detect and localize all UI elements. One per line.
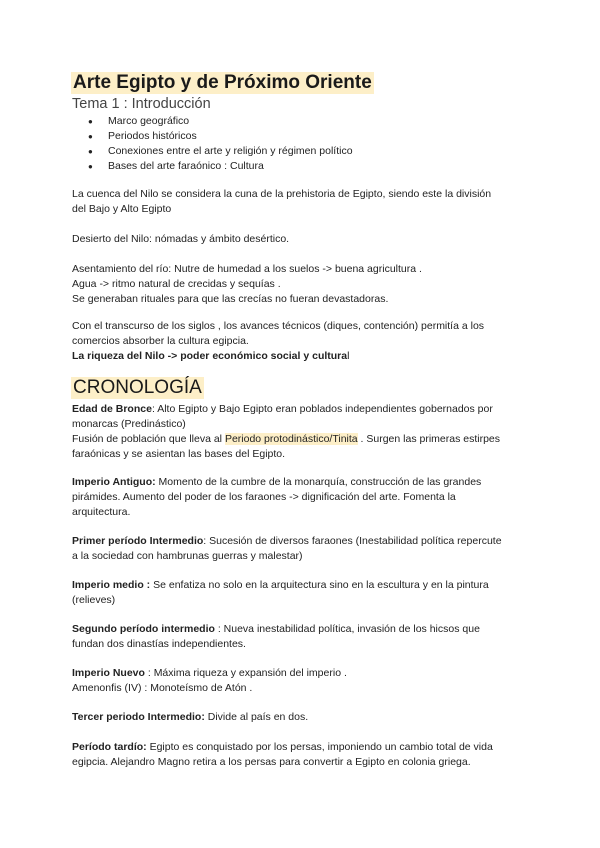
- text-line: [72, 349, 542, 364]
- text-line: [72, 402, 542, 417]
- text-line: arquitectura.: [72, 506, 131, 518]
- text-line: Asentamiento del río: Nutre de humedad a los suelos -> buena agricultura .: [72, 263, 422, 275]
- text-line: pirámides. Aumento del poder de los faraones -> dignificación del arte. Fomenta la: [72, 491, 456, 503]
- document-subtitle: Tema 1 : Introducción: [72, 96, 211, 112]
- text-line: fundan dos dinastías independientes.: [72, 638, 246, 650]
- paragraph-imperio-medio: [72, 578, 542, 608]
- paragraph-imperio-nuevo: [72, 666, 542, 696]
- text-line: del Bajo y Alto Egipto: [72, 203, 172, 215]
- text-line: La cuenca del Nilo se considera la cuna de la prehistoria de Egipto, siendo este la división: [72, 188, 492, 200]
- text-tail: l: [347, 350, 350, 362]
- text-run: : Alto Egipto y Bajo Egipto eran poblados independientes gobernados por: [151, 403, 493, 415]
- text-line: egipcia. Alejandro Magno retira a los persas para convertir a Egipto en colonia griega.: [72, 756, 471, 768]
- text-run: Divide al país en dos.: [204, 711, 309, 723]
- topics-list: [88, 114, 353, 174]
- section-heading-cronologia: CRONOLOGÍA: [73, 377, 202, 398]
- text-line: Con el transcurso de los siglos , los avances técnicos (diques, contención) permitía a los: [72, 320, 485, 332]
- text-line: monarcas (Predinástico): [72, 418, 186, 430]
- bold-label: Período tardío:: [72, 741, 147, 753]
- paragraph-transcurso: [72, 319, 542, 364]
- text-run: : Nueva inestabilidad política, invasión de los hicsos que: [214, 623, 480, 635]
- text-line: faraónicas y se asientan las bases del Egipto.: [72, 448, 286, 460]
- text-line: (relieves): [72, 594, 116, 606]
- list-item: ● Marco geográfico: [88, 114, 353, 129]
- paragraph-tercer-periodo: [72, 710, 542, 725]
- bold-label: Imperio medio :: [72, 579, 151, 591]
- paragraph-edad-bronce: [72, 402, 542, 462]
- highlighted-text: Periodo protodinástico/Tinita: [224, 433, 358, 445]
- bold-label: Imperio Antiguo:: [72, 476, 156, 488]
- paragraph-cuenca: [72, 187, 542, 217]
- paragraph-periodo-tardio: [72, 740, 542, 770]
- paragraph-segundo-periodo: [72, 622, 542, 652]
- paragraph-asentamiento: [72, 262, 542, 307]
- list-item: ● Periodos históricos: [88, 129, 353, 144]
- text-line: [72, 666, 542, 681]
- bold-label: Edad de Bronce: [72, 403, 152, 415]
- document-title: Arte Egipto y de Próximo Oriente: [73, 72, 372, 93]
- list-item: ● Conexiones entre el arte y religión y régimen político: [88, 144, 353, 159]
- text-run: : Sucesión de diversos faraones (Inestabilidad política repercute: [203, 535, 502, 547]
- text-line: [72, 710, 542, 725]
- text-run: Se enfatiza no solo en la arquitectura sino en la escultura y en la pintura: [150, 579, 489, 591]
- bold-label: Segundo período intermedio: [72, 623, 215, 635]
- paragraph-primer-periodo: [72, 534, 542, 564]
- text-line: [72, 475, 542, 490]
- text-line: [72, 534, 542, 549]
- text-line: Amenonfis (IV) : Monoteísmo de Atón .: [72, 682, 253, 694]
- paragraph-desierto: [72, 232, 542, 247]
- text-line: [72, 432, 542, 447]
- text-run: Egipto es conquistado por los persas, imponiendo un cambio total de vida: [146, 741, 493, 753]
- bold-text: La riqueza del Nilo -> poder económico social y cultura: [72, 350, 348, 362]
- bold-label: Tercer periodo Intermedio:: [72, 711, 205, 723]
- text-run: . Surgen las primeras estirpes: [357, 433, 501, 445]
- text-line: Se generaban rituales para que las crecías no fueran devastadoras.: [72, 293, 389, 305]
- bold-label: Primer período Intermedio: [72, 535, 204, 547]
- text-line: [72, 740, 542, 755]
- paragraph-imperio-antiguo: [72, 475, 542, 520]
- text-run: Momento de la cumbre de la monarquía, construcción de las grandes: [155, 476, 482, 488]
- text-run: Fusión de población que lleva al: [72, 433, 225, 445]
- text-line: [72, 578, 542, 593]
- text-run: : Máxima riqueza y expansión del imperio .: [144, 667, 347, 679]
- text-line: Agua -> ritmo natural de crecidas y sequías .: [72, 278, 281, 290]
- text-line: a la sociedad con hambrunas guerras y malestar): [72, 550, 303, 562]
- text-line: Desierto del Nilo: nómadas y ámbito desértico.: [72, 233, 290, 245]
- list-item: ● Bases del arte faraónico : Cultura: [88, 159, 353, 174]
- text-line: comercios absorber la cultura egipcia.: [72, 335, 249, 347]
- text-line: [72, 622, 542, 637]
- bold-label: Imperio Nuevo: [72, 667, 145, 679]
